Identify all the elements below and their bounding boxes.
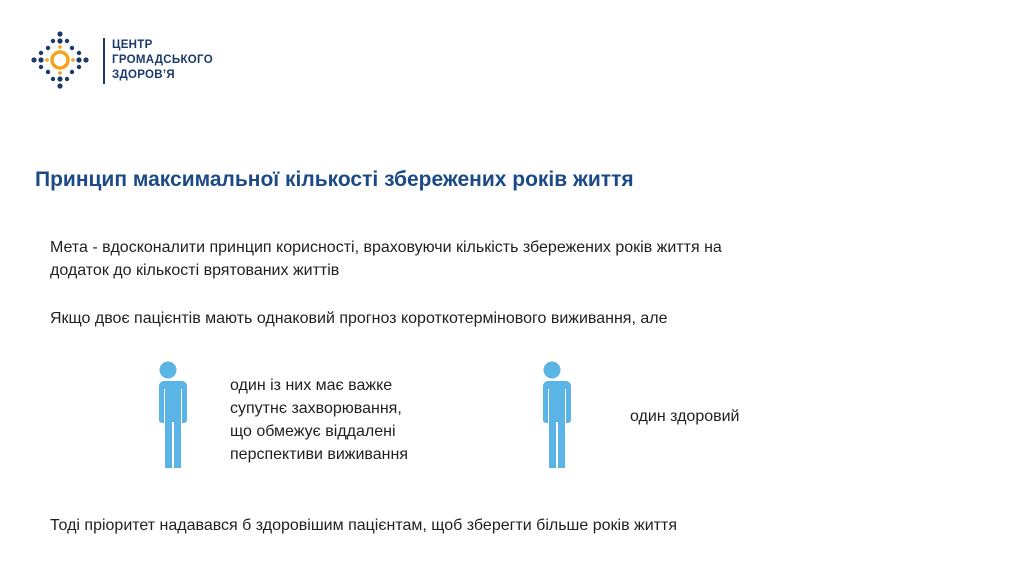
patient1-line: один із них має важке (230, 377, 393, 394)
goal-line: додаток до кількості врятованих життів (50, 262, 340, 279)
person-icon (148, 360, 188, 470)
logo-divider (103, 38, 105, 84)
goal-paragraph (50, 236, 890, 282)
conclusion-text: Тоді пріоритет надавався б здоровішим пацієнтам, щоб зберегти більше років життя (50, 517, 677, 534)
patient2-description: один здоровий (630, 408, 740, 425)
public-health-center-logo-icon (30, 30, 90, 90)
logo-line: ГРОМАДСЬКОГО (112, 54, 213, 66)
person-icon (532, 360, 572, 470)
logo-line: ЦЕНТР (112, 39, 153, 51)
logo-text (112, 38, 213, 83)
patient1-description (230, 374, 408, 466)
goal-line: Мета - вдосконалити принцип корисності, враховуючи кількість збережених років життя на (50, 239, 722, 256)
condition-text: Якщо двоє пацієнтів мають однаковий прогноз короткотермінового виживання, але (50, 310, 668, 327)
patient1-line: перспективи виживання (230, 446, 408, 463)
slide-title: Принцип максимальної кількості збережених років життя (35, 168, 634, 191)
patient1-line: супутнє захворювання, (230, 400, 402, 417)
patient1-line: що обмежує віддалені (230, 423, 396, 440)
logo-line: ЗДОРОВ’Я (112, 69, 175, 81)
